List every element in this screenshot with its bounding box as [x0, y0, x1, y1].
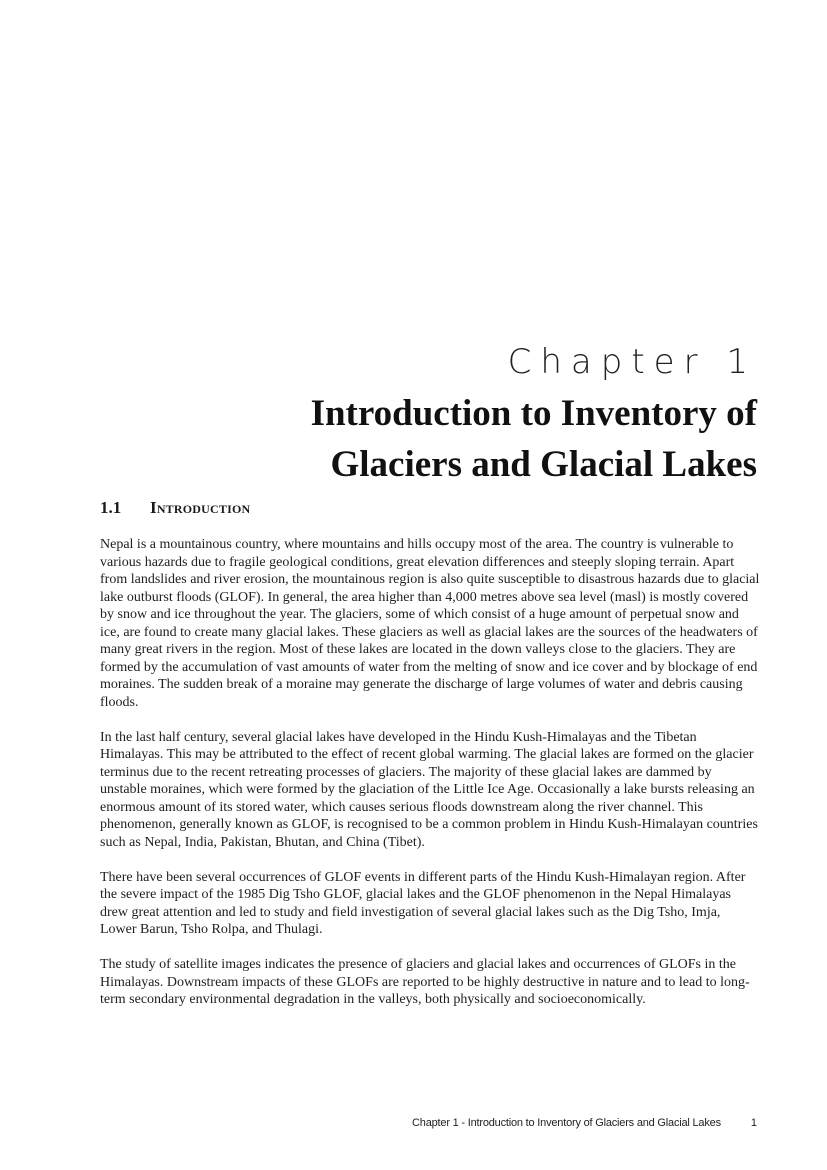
section-heading	[100, 498, 250, 518]
section-number: 1.1	[100, 498, 122, 517]
chapter-title	[237, 388, 757, 490]
chapter-title-line-2: Glaciers and Glacial Lakes	[330, 444, 757, 485]
section-title: Introduction	[150, 498, 251, 517]
body-text	[100, 536, 760, 1026]
paragraph: Nepal is a mountainous country, where mountains and hills occupy most of the area. The country is vulnerable to various hazards due to fragile geological conditions, great elevation differences and steeply sloping terrain. Apart from landslides and river erosion, the mountainous region is also quite susceptible to disastrous hazards due to glacial lake outburst floods (GLOF). In general, the area higher than 4,000 metres above sea level (masl) is mostly covered by snow and ice throughout the year. The glaciers, some of which consist of a huge amount of perpetual snow and ice, are found to create many glacial lakes. These glaciers as well as glacial lakes are the sources of the headwaters of many great rivers in the region. Most of these lakes are located in the down valleys close to the glaciers. They are formed by the accumulation of vast amounts of water from the melting of snow and ice cover and by blockage of end moraines. The sudden break of a moraine may generate the discharge of large volumes of water and debris causing floods.	[100, 537, 760, 710]
paragraph: The study of satellite images indicates the presence of glaciers and glacial lakes and occurrences of GLOFs in the Himalayas. Downstream impacts of these GLOFs are reported to be highly destructive in nature and to lead to long-term secondary environmental degradation in the valleys, both physically and socioeconomically.	[100, 957, 750, 1007]
page-footer	[412, 1117, 757, 1129]
footer-running-title: Chapter 1 - Introduction to Inventory of Glaciers and Glacial Lakes	[412, 1117, 721, 1129]
chapter-title-line-1: Introduction to Inventory of	[310, 393, 757, 434]
paragraph: There have been several occurrences of GLOF events in different parts of the Hindu Kush-Himalayan region. After the severe impact of the 1985 Dig Tsho GLOF, glacial lakes and the GLOF phenomenon in the Nepal Himalayas drew great attention and led to study and field investigation of several glacial lakes such as the Dig Tsho, Imja, Lower Barun, Tsho Rolpa, and Thulagi.	[100, 869, 746, 937]
page-number: 1	[750, 1117, 757, 1129]
chapter-label: Chapter 1	[507, 342, 757, 382]
paragraph: In the last half century, several glacial lakes have developed in the Hindu Kush-Himalayas and the Tibetan Himalayas. This may be attributed to the effect of recent global warming. The glacial lakes are formed on the glacier terminus due to the recent retreating processes of glaciers. The majority of these glacial lakes are dammed by unstable moraines, which were formed by the glaciation of the Little Ice Age. Occasionally a lake bursts releasing an enormous amount of its stored water, which causes serious floods downstream along the river channel. This phenomenon, generally known as GLOF, is recognised to be a common problem in Hindu Kush-Himalayan countries such as Nepal, India, Pakistan, Bhutan, and China (Tibet).	[100, 729, 758, 850]
